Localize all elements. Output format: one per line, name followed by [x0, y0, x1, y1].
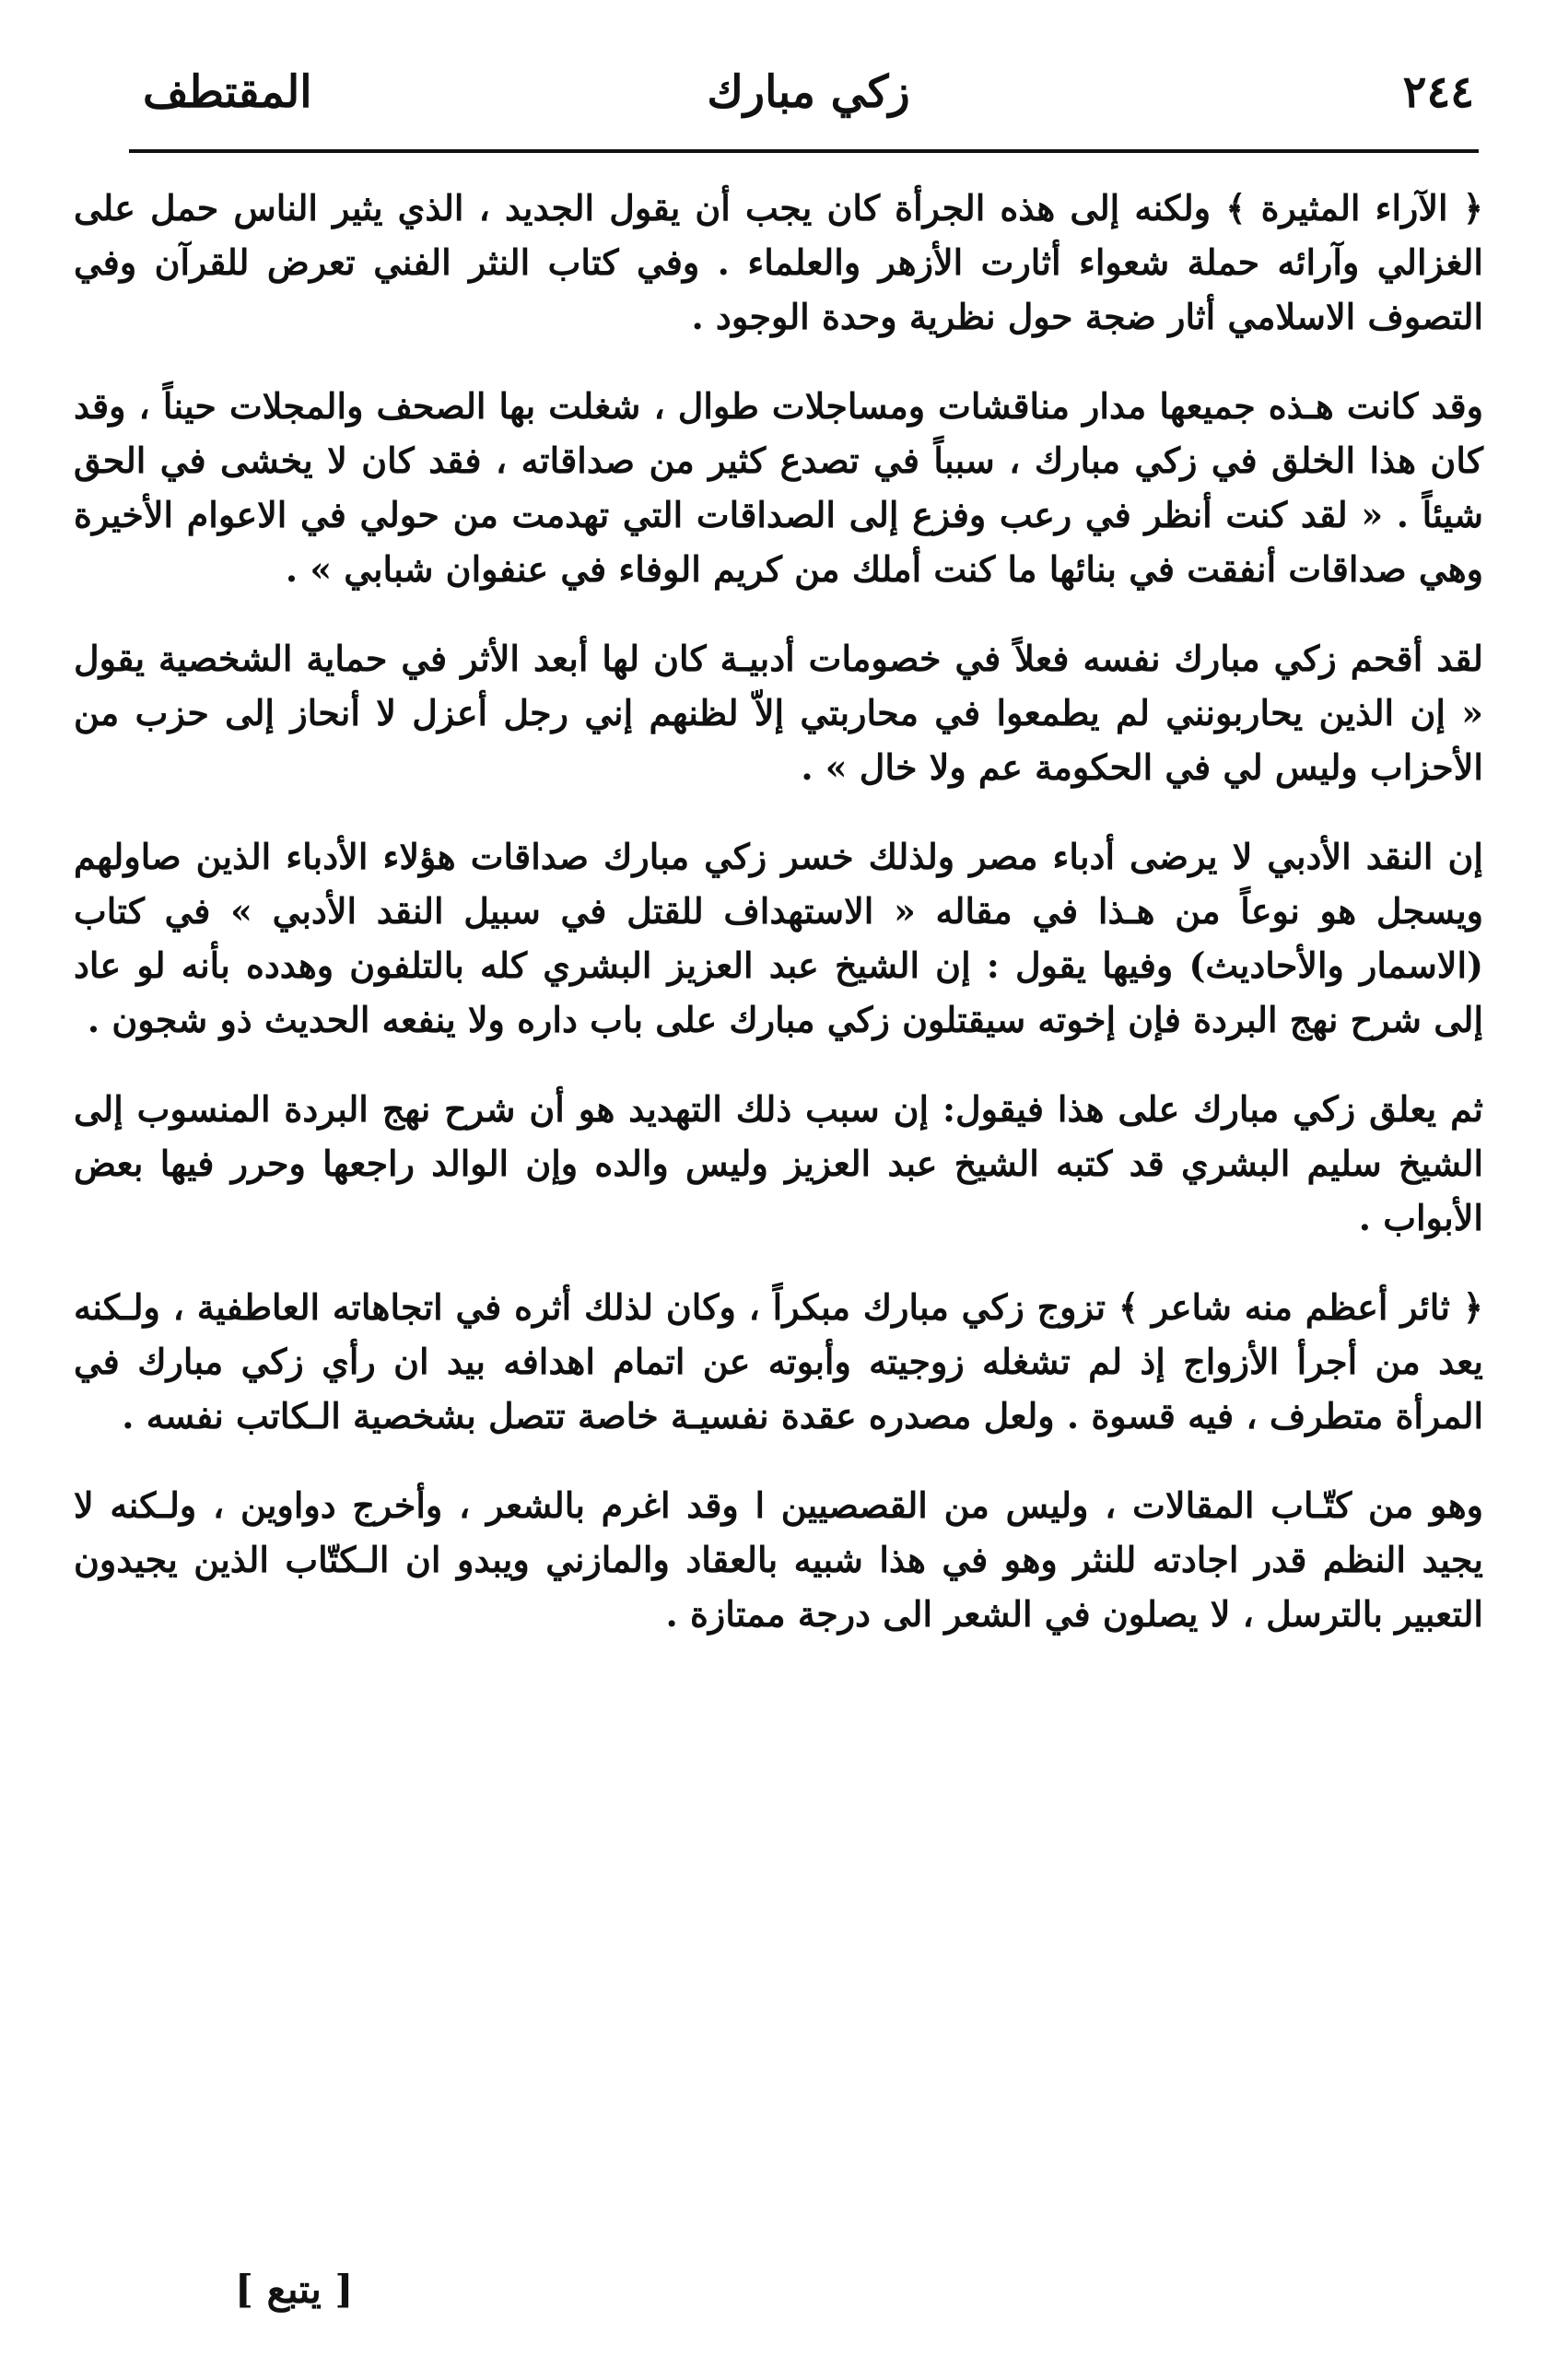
paragraph: ﴿ ثائر أعظم منه شاعر ﴾ تزوج زكي مبارك مبكراً ، وكان لذلك أثره في اتجاهاته العاطفية ، ولـكنه يعد من أجرأ الأزواج إذ لم تشغله زوجيته وأبوته عن اتمام اهدافه بيد ان رأي زكي مبارك في المرأة متطرف ، فيه قسوة . ولعل مصدره عقدة نفسيـة خاصة تتصل بشخصية الـكاتب نفسه .	[74, 1286, 1483, 1436]
paragraph: إن النقد الأدبي لا يرضى أدباء مصر ولذلك خسر زكي مبارك صداقات هؤلاء الأدباء الذين صاولهم ويسجل هو نوعاً من هـذا في مقاله « الاستهداف للقتل في سبيل النقد الأدبي » في كتاب (الاسمار والأحاديث) وفيها يقول : إن الشيخ عبد العزيز البشري كله بالتلفون وهدده بأنه لو عاد إلى شرح نهج البردة فإن إخوته سيقتلون زكي مبارك على باب داره ولا ينفعه الحديث ذو شجون .	[74, 836, 1483, 1040]
running-head	[143, 51, 1474, 134]
paragraph: ﴿ الآراء المثيرة ﴾ ولكنه إلى هذه الجرأة كان يجب أن يقول الجديد ، الذي يثير الناس حمل على الغزالي وآرائه حملة شعواء أثارت الأزهر والعلماء . وفي كتاب النثر الفني تعرض للقرآن وفي التصوف الاسلامي أثار ضجة حول نظرية وحدة الوجود .	[74, 187, 1483, 337]
continued-marker: [ يتبع ]	[235, 2267, 354, 2312]
paragraph: لقد أقحم زكي مبارك نفسه فعلاً في خصومات أدبيـة كان لها أبعد الأثر في حماية الشخصية يقول « إن الذين يحاربونني لم يطمعوا في محاربتي إلاّ لظنهم إني رجل أعزل لا أنحاز إلى حزب من الأحزاب وليس لي في الحكومة عم ولا خال » .	[74, 638, 1483, 788]
paragraph: وقد كانت هـذه جميعها مدار مناقشات ومساجلات طوال ، شغلت بها الصحف والمجلات حيناً ، وقد كان هذا الخلق في زكي مبارك ، سبباً في تصدع كثير من صداقاته ، فقد كان لا يخشى في الحق شيئاً . « لقد كنت أنظر في رعب وفزع إلى الصداقات التي تهدمت من حولي في الاعوام الأخيرة وهي صداقات أنفقت في بنائها ما كنت أملك من كريم الوفاء في عنفوان شبابي » .	[74, 385, 1483, 590]
paragraph: ثم يعلق زكي مبارك على هذا فيقول: إن سبب ذلك التهديد هو أن شرح نهج البردة المنسوب إلى الشيخ سليم البشري قد كتبه الشيخ عبد العزيز وليس والده وإن الوالد راجعها وحرر فيها بعض الأبواب .	[74, 1088, 1483, 1238]
running-title: زكي مبارك	[707, 66, 910, 118]
article-body	[74, 181, 1483, 1641]
header-rule	[129, 149, 1479, 153]
journal-name: المقتطف	[143, 66, 312, 118]
page-number: ٢٤٤	[1402, 66, 1474, 118]
paragraph: وهو من كتّـاب المقالات ، وليس من القصصيين ا وقد اغرم بالشعر ، وأخرج دواوين ، ولـكنه لا يجيد النظم قدر اجادته للنثر وهو في هذا شبيه بالعقاد والمازني ويبدو ان الـكتّاب الذين يجيدون التعبير بالترسل ، لا يصلون في الشعر الى درجة ممتازة .	[74, 1484, 1483, 1635]
